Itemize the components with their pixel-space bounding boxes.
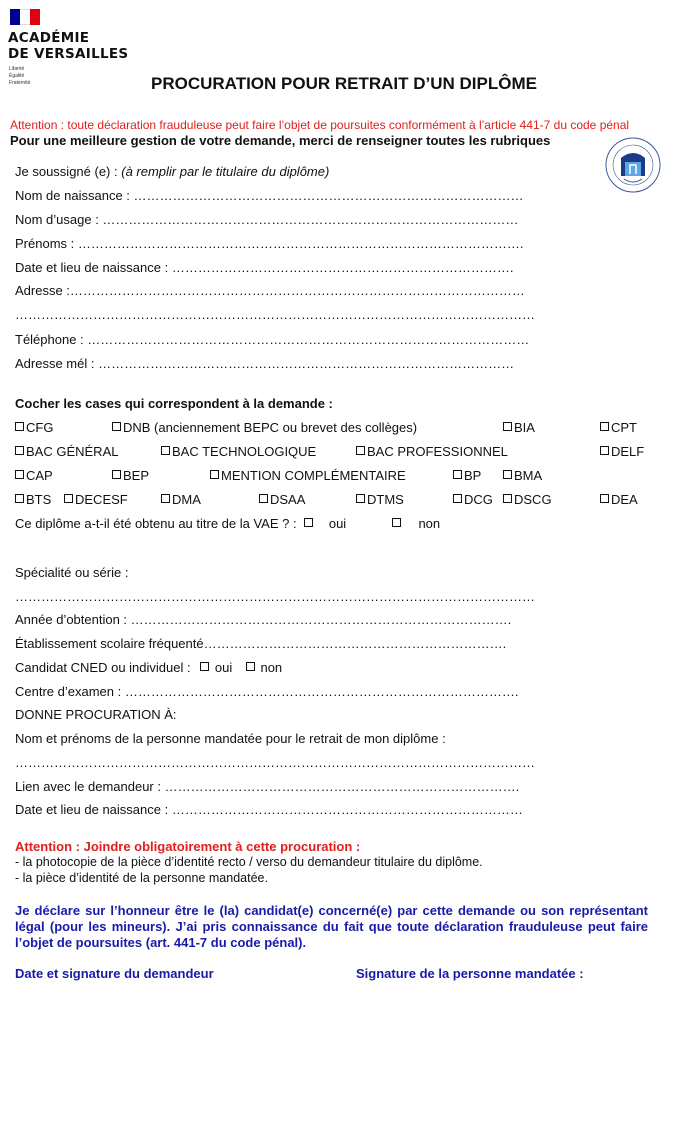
holder-intro-label: Je soussigné (e) : [15, 164, 118, 179]
checkbox-icon[interactable] [600, 494, 609, 503]
checkbox-option[interactable] [112, 468, 149, 483]
checkbox-option[interactable] [356, 444, 508, 459]
checkbox-icon[interactable] [453, 494, 462, 503]
vae-no-label: non [418, 516, 441, 531]
checkbox-option[interactable] [503, 420, 535, 435]
specialty-label: Spécialité ou série : [15, 565, 129, 580]
motto-liberte: Liberté [9, 66, 25, 72]
cned-label: Candidat CNED ou individuel : [15, 660, 191, 675]
address-field[interactable]: Adresse :…………………………………………………………………………………………… [15, 283, 525, 298]
checkbox-option[interactable] [600, 420, 637, 435]
checkbox-option[interactable] [503, 492, 552, 507]
proxy-name-field[interactable]: ………………………………………………………………………………………………………… [15, 755, 535, 770]
cned-row [15, 660, 282, 675]
checkbox-icon[interactable] [112, 470, 121, 479]
checkbox-label: BEP [123, 468, 150, 483]
checkbox-option[interactable] [453, 492, 493, 507]
academy-name-line1: ACADÉMIE [8, 30, 90, 46]
checkbox-label: DSCG [514, 492, 552, 507]
checkbox-icon[interactable] [503, 494, 512, 503]
relation-field[interactable]: Lien avec le demandeur : ………………………………………………………………………. [15, 779, 520, 794]
checkbox-option[interactable] [210, 468, 406, 483]
checkbox-label: CPT [611, 420, 637, 435]
instructions-subtitle: Pour une meilleure gestion de votre demande, merci de renseigner toutes les rubriques [10, 133, 551, 148]
checkbox-icon[interactable] [161, 446, 170, 455]
attachments-heading: Attention : Joindre obligatoirement à cette procuration : [15, 839, 361, 854]
checkbox-icon[interactable] [64, 494, 73, 503]
checkbox-option[interactable] [15, 468, 53, 483]
checkbox-icon[interactable] [210, 470, 219, 479]
proxy-heading: DONNE PROCURATION À: [15, 707, 177, 722]
checkbox-icon[interactable] [112, 422, 121, 431]
checkbox-label: DECESF [75, 492, 128, 507]
proxy-name-label: Nom et prénoms de la personne mandatée pour le retrait de mon diplôme : [15, 731, 446, 746]
checkbox-option[interactable] [600, 492, 638, 507]
birth-name-field[interactable]: Nom de naissance : ……………………………………………………………………………… [15, 188, 524, 203]
cned-no-label: non [260, 660, 283, 675]
academy-name-line2: DE VERSAILLES [8, 46, 129, 62]
checkbox-icon[interactable] [503, 422, 512, 431]
vae-no-checkbox[interactable] [392, 518, 401, 527]
checkbox-label: BAC TECHNOLOGIQUE [172, 444, 317, 459]
checkbox-option[interactable] [600, 444, 644, 459]
checkbox-option[interactable] [161, 492, 201, 507]
checkbox-label: MENTION COMPLÉMENTAIRE [221, 468, 406, 483]
checkbox-option[interactable] [64, 492, 128, 507]
checkbox-label: CAP [26, 468, 53, 483]
french-flag-icon [10, 9, 40, 25]
checkbox-icon[interactable] [600, 422, 609, 431]
checkbox-label: DCG [464, 492, 493, 507]
cned-no-checkbox[interactable] [246, 662, 255, 671]
checkbox-option[interactable] [503, 468, 542, 483]
attachment-item: - la pièce d’identité de la personne mandatée. [15, 871, 268, 885]
checkbox-icon[interactable] [503, 470, 512, 479]
checkbox-icon[interactable] [15, 494, 24, 503]
first-names-field[interactable]: Prénoms : …………………………………………………………………………………………. [15, 236, 524, 251]
motto-egalite: Égalité [9, 73, 25, 79]
phone-field[interactable]: Téléphone : ………………………………………………………………………………………… [15, 332, 530, 347]
checkbox-icon[interactable] [15, 422, 24, 431]
exam-center-field[interactable]: Centre d’examen : ………………………………………………………………………………. [15, 684, 519, 699]
checkbox-option[interactable] [15, 420, 53, 435]
checkbox-label: BAC PROFESSIONNEL [367, 444, 508, 459]
holder-intro [15, 164, 329, 179]
year-field[interactable]: Année d’obtention : ……………………………………………………………………………. [15, 612, 512, 627]
academy-logo [8, 30, 128, 62]
fraud-warning: Attention : toute déclaration frauduleuse peut faire l’objet de poursuites conformément à l’article 441-7 du code pénal [10, 118, 630, 132]
honor-declaration: Je déclare sur l’honneur être le (la) candidat(e) concerné(e) par cette demande ou son représentant légal (pour les mineurs). J’ai pris connaissance du fait que toute déclaration frauduleuse peut faire l’objet de poursuites (art. 441-7 du code pénal). [15, 903, 648, 950]
vae-yes-label: oui [328, 516, 347, 531]
proxy-signature-label: Signature de la personne mandatée : [356, 966, 584, 981]
checkbox-icon[interactable] [259, 494, 268, 503]
checkbox-icon[interactable] [15, 470, 24, 479]
checkbox-label: DMA [172, 492, 201, 507]
motto-fraternite: Fraternité [9, 80, 31, 86]
checkbox-label: BP [464, 468, 482, 483]
applicant-signature-label: Date et signature du demandeur [15, 966, 214, 981]
usage-name-field[interactable]: Nom d’usage : …………………………………………………………………………………… [15, 212, 519, 227]
cned-yes-label: oui [214, 660, 233, 675]
specialty-field[interactable]: ………………………………………………………………………………………………………… [15, 589, 535, 604]
checkbox-label: DSAA [270, 492, 306, 507]
checkbox-option[interactable] [356, 492, 404, 507]
proxy-birth-field[interactable]: Date et lieu de naissance : ……………………………………………………………………… [15, 802, 523, 817]
checkbox-label: BMA [514, 468, 543, 483]
vae-question: Ce diplôme a-t-il été obtenu au titre de la VAE ? : [15, 516, 297, 531]
checkbox-icon[interactable] [453, 470, 462, 479]
checkbox-label: DEA [611, 492, 638, 507]
page-title: PROCURATION POUR RETRAIT D’UN DIPLÔME [151, 74, 537, 93]
holder-intro-note: (à remplir par le titulaire du diplôme) [121, 164, 330, 179]
vae-question-row [15, 516, 440, 531]
attachment-item: - la photocopie de la pièce d’identité recto / verso du demandeur titulaire du diplôme. [15, 855, 483, 869]
checkbox-option[interactable] [15, 444, 118, 459]
email-field[interactable]: Adresse mél : …………………………………………………………………………………… [15, 356, 515, 371]
checkbox-option[interactable] [453, 468, 481, 483]
seal-logo-icon [604, 136, 662, 194]
cned-yes-checkbox[interactable] [200, 662, 209, 671]
checkbox-label: DTMS [367, 492, 404, 507]
checkbox-label: DNB (anciennement BEPC ou brevet des collèges) [123, 420, 418, 435]
checkbox-label: CFG [26, 420, 54, 435]
address-field-line2[interactable]: ………………………………………………………………………………………………………… [15, 307, 535, 322]
checkbox-icon[interactable] [356, 494, 365, 503]
checkbox-option[interactable] [112, 420, 417, 435]
checkbox-option[interactable] [259, 492, 305, 507]
checkbox-icon[interactable] [600, 446, 609, 455]
checkbox-label: BAC GÉNÉRAL [26, 444, 119, 459]
checkbox-heading: Cocher les cases qui correspondent à la demande : [15, 396, 333, 411]
checkbox-label: BTS [26, 492, 52, 507]
checkbox-icon[interactable] [15, 446, 24, 455]
checkbox-option[interactable] [15, 492, 51, 507]
checkbox-label: DELF [611, 444, 645, 459]
checkbox-icon[interactable] [161, 494, 170, 503]
checkbox-icon[interactable] [356, 446, 365, 455]
checkbox-option[interactable] [161, 444, 316, 459]
checkbox-label: BIA [514, 420, 535, 435]
vae-yes-checkbox[interactable] [304, 518, 313, 527]
school-field[interactable]: Établissement scolaire fréquenté……………………………………………………………. [15, 636, 507, 651]
birth-date-place-field[interactable]: Date et lieu de naissance : ……………………………………………………………………. [15, 260, 514, 275]
